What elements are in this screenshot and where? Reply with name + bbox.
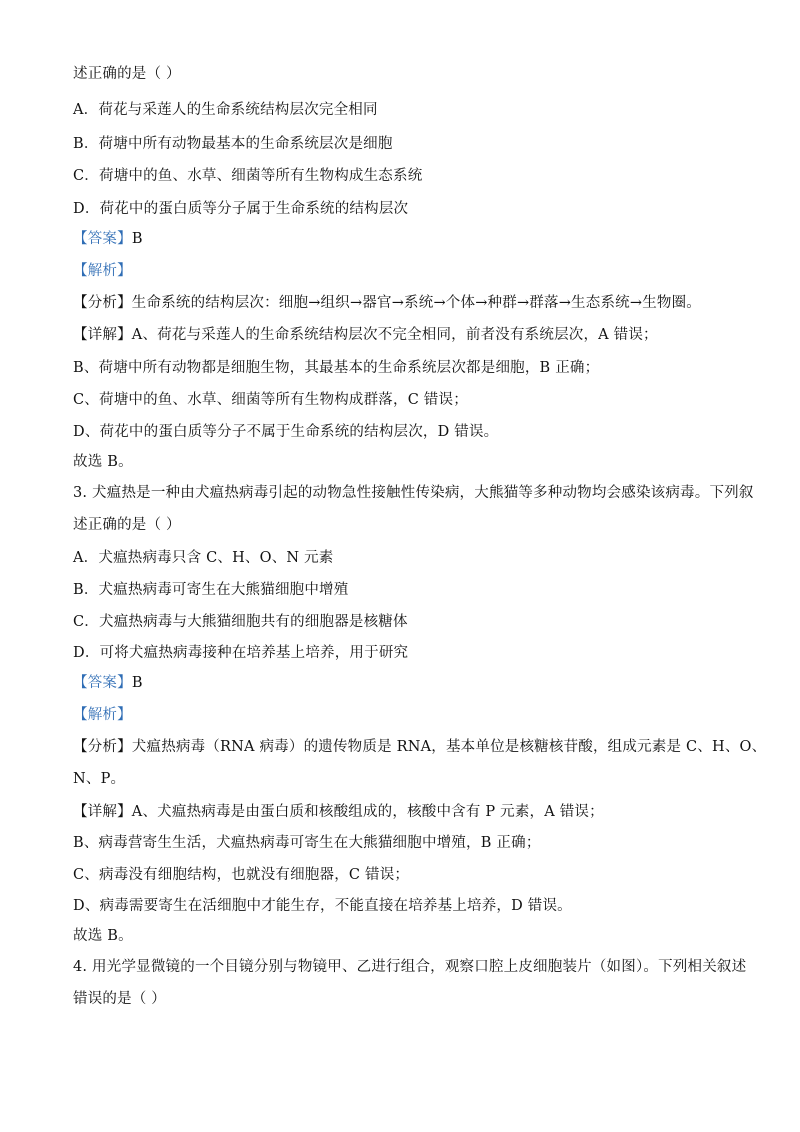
q2-option-d: D．荷花中的蛋白质等分子属于生命系统的结构层次 <box>73 201 409 217</box>
q2-option-c: C．荷塘中的鱼、水草、细菌等所有生物构成生态系统 <box>73 168 423 184</box>
q3-detail-b: B、病毒营寄生生活，犬瘟热病毒可寄生在大熊猫细胞中增殖，B 正确； <box>73 835 541 851</box>
q3-option-b: B．犬瘟热病毒可寄生在大熊猫细胞中增殖 <box>73 582 349 598</box>
q3-option-d: D．可将犬瘟热病毒接种在培养基上培养，用于研究 <box>73 645 409 661</box>
q2-answer <box>73 229 143 249</box>
q3-stem-continuation: 述正确的是（ ） <box>73 517 181 533</box>
q3-detail-d: D、病毒需要寄生在活细胞中才能生存，不能直接在培养基上培养，D 错误。 <box>73 898 572 914</box>
answer-tag: 【答案】 <box>73 675 132 691</box>
q2-detail-d: D、荷花中的蛋白质等分子不属于生命系统的结构层次，D 错误。 <box>73 424 499 440</box>
answer-value: B <box>131 675 143 691</box>
q2-analysis: 【分析】生命系统的结构层次：细胞→组织→器官→系统→个体→种群→群落→生态系统→生物圈。 <box>73 295 701 311</box>
q2-conclusion: 故选 B。 <box>73 454 133 470</box>
q3-analysis: 【分析】犬瘟热病毒（RNA 病毒）的遗传物质是 RNA，基本单位是核糖核苷酸，组成元素是 C、H、O、 <box>73 739 767 755</box>
q4-stem-continuation: 错误的是（ ） <box>73 991 167 1007</box>
q3-option-a: A．犬瘟热病毒只含 C、H、O、N 元素 <box>73 550 334 566</box>
q2-detail-c: C、荷塘中的鱼、水草、细菌等所有生物构成群落，C 错误； <box>73 392 468 408</box>
q3-option-c: C．犬瘟热病毒与大熊猫细胞共有的细胞器是核糖体 <box>73 614 408 630</box>
q2-stem-continuation: 述正确的是（ ） <box>73 66 181 82</box>
q3-detail-c: C、病毒没有细胞结构，也就没有细胞器，C 错误； <box>73 867 410 883</box>
q2-explanation-header <box>73 261 132 281</box>
q2-detail-a: 【详解】A、荷花与采莲人的生命系统结构层次不完全相同，前者没有系统层次，A 错误； <box>73 327 658 343</box>
q3-explanation-header <box>73 705 132 725</box>
explanation-tag: 【解析】 <box>73 707 132 723</box>
q3-stem: 3. 犬瘟热是一种由犬瘟热病毒引起的动物急性接触性传染病，大熊猫等多种动物均会感染该病毒。下列叙 <box>73 485 754 501</box>
q2-option-a: A．荷花与采莲人的生命系统结构层次完全相同 <box>73 102 378 118</box>
q2-detail-b: B、荷塘中所有动物都是细胞生物，其最基本的生命系统层次都是细胞，B 正确； <box>73 360 600 376</box>
q4-stem: 4. 用光学显微镜的一个目镜分别与物镜甲、乙进行组合，观察口腔上皮细胞装片（如图）。下列相关叙述 <box>73 959 747 975</box>
q3-analysis-continuation: N、P。 <box>73 771 126 787</box>
q3-conclusion: 故选 B。 <box>73 928 133 944</box>
answer-value: B <box>131 231 143 247</box>
q3-answer <box>73 673 143 693</box>
q3-detail-a: 【详解】A、犬瘟热病毒是由蛋白质和核酸组成的，核酸中含有 P 元素，A 错误； <box>73 804 604 820</box>
explanation-tag: 【解析】 <box>73 263 132 279</box>
answer-tag: 【答案】 <box>73 231 132 247</box>
q2-option-b: B．荷塘中所有动物最基本的生命系统层次是细胞 <box>73 136 393 152</box>
